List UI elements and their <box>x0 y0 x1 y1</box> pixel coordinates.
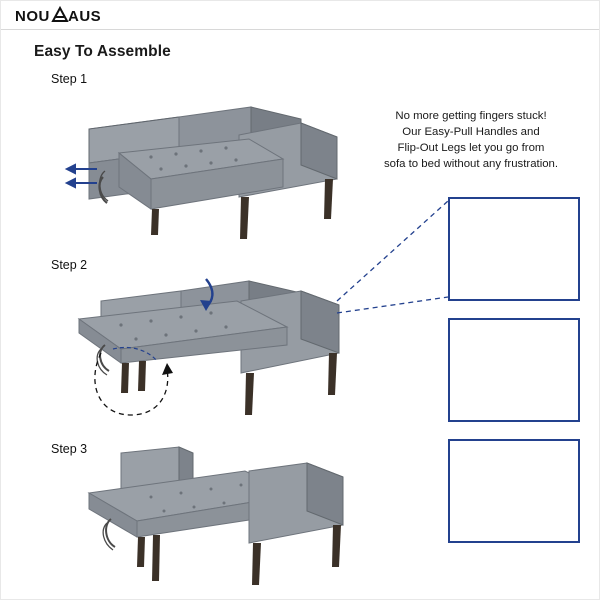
detail-panel-handle-closeup-bottom <box>448 439 580 543</box>
page-title: Easy To Assemble <box>34 43 171 60</box>
zoom-connector-lines <box>337 201 448 313</box>
step-1-label: Step 1 <box>51 72 88 86</box>
callout-text <box>353 108 589 172</box>
nouhaus-wordmark-logo <box>15 5 123 27</box>
detail-panel-handle-closeup-middle <box>448 318 580 422</box>
callout-line-3: Flip-Out Legs let you go from <box>397 142 545 154</box>
brand-logo <box>15 5 125 27</box>
callout-line-1: No more getting fingers stuck! <box>395 110 547 122</box>
step-3-label: Step 3 <box>51 442 88 456</box>
callout-line-2: Our Easy-Pull Handles and <box>402 126 540 138</box>
step-3-sofa-illustration <box>89 447 343 585</box>
step-1-sofa-illustration <box>67 107 337 239</box>
step-2-sofa-illustration <box>79 279 339 415</box>
detail-panel-handle-closeup-top <box>448 197 580 301</box>
step-2-label: Step 2 <box>51 258 88 272</box>
svg-text:NOU: NOU <box>15 8 50 25</box>
svg-text:AUS: AUS <box>68 8 102 25</box>
callout-line-4: sofa to bed without any frustration. <box>383 158 559 170</box>
header-divider <box>1 29 600 30</box>
